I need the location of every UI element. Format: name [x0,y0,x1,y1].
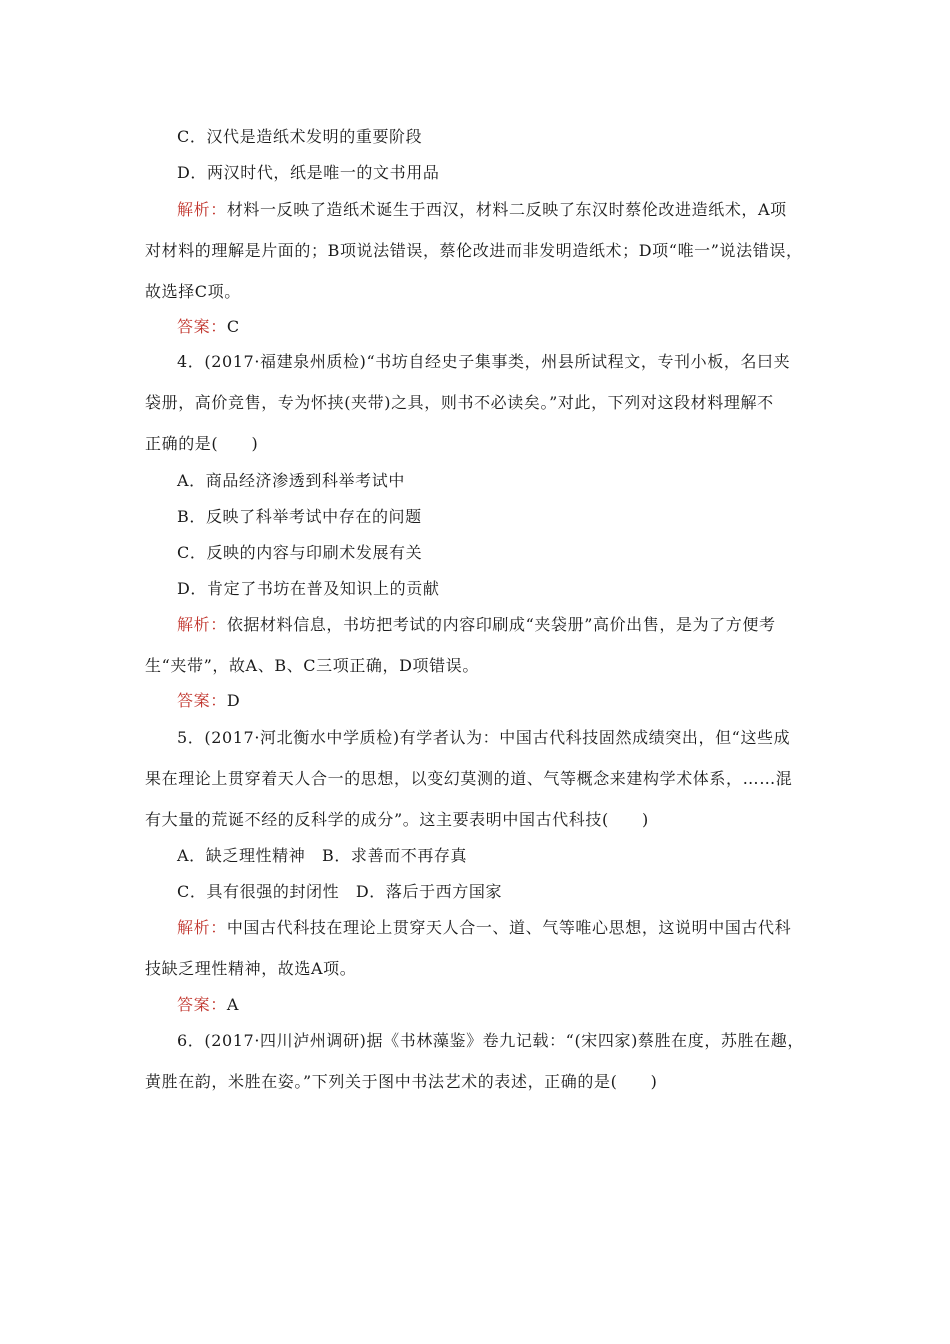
q4-option-c: C．反映的内容与印刷术发展有关 [177,543,423,562]
q4-analysis-line-1 [177,614,776,636]
q4-answer-label: 答案： [177,691,227,710]
q5-analysis-line-1 [177,917,791,939]
q6-stem-line-1: 6．(2017·四川泸州调研)据《书林藻鉴》卷九记载：“(宋四家)蔡胜在度，苏胜在趣， [177,1031,804,1050]
q5-analysis-text: 中国古代科技在理论上贯穿天人合一、道、气等唯心思想，这说明中国古代科 [226,918,792,937]
q5-stem-line-3: 有大量的荒诞不经的反科学的成分”。这主要表明中国古代科技( ) [145,810,649,829]
q3-option-d: D．两汉时代，纸是唯一的文书用品 [177,163,440,182]
q4-analysis-text: 依据材料信息，书坊把考试的内容印刷成“夹袋册”高价出售，是为了方便考 [226,615,776,634]
q4-option-b: B．反映了科举考试中存在的问题 [177,507,422,526]
q5-stem-line-1: 5．(2017·河北衡水中学质检)有学者认为：中国古代科技固然成绩突出，但“这些成 [177,728,791,747]
q4-analysis-label: 解析： [177,615,227,634]
q3-answer-label: 答案： [177,317,227,336]
q4-answer [177,690,240,712]
q4-option-d: D．肯定了书坊在普及知识上的贡献 [177,579,440,598]
q5-answer [177,994,239,1016]
q5-analysis-label: 解析： [177,918,227,937]
q5-answer-label: 答案： [177,995,227,1014]
q3-analysis-line-2: 对材料的理解是片面的；B项说法错误，蔡伦改进而非发明造纸术；D项“唯一”说法错误， [145,241,803,260]
q4-option-a: A．商品经济渗透到科举考试中 [177,471,405,490]
q3-analysis-text: 材料一反映了造纸术诞生于西汉，材料二反映了东汉时蔡伦改进造纸术，A项 [226,200,787,219]
q3-answer [177,316,240,338]
q5-analysis-line-2: 技缺乏理性精神，故选A项。 [145,959,357,978]
q3-answer-value: C [226,317,240,336]
q4-answer-value: D [226,691,241,710]
q3-analysis-line-1 [177,199,787,221]
q5-answer-value: A [226,995,239,1014]
q4-stem-line-1: 4．(2017·福建泉州质检)“书坊自经史子集事类，州县所试程文，专刊小板，名曰夹 [177,352,791,371]
q3-analysis-line-3: 故选择C项。 [145,282,241,301]
q4-stem-line-3: 正确的是( ) [145,434,259,453]
q5-stem-line-2: 果在理论上贯穿着天人合一的思想，以变幻莫测的道、气等概念来建构学术体系，……混 [145,769,793,788]
q5-options-cd: C．具有很强的封闭性 D．落后于西方国家 [177,882,503,901]
q4-stem-line-2: 袋册，高价竞售，专为怀挟(夹带)之具，则书不必读矣。”对此，下列对这段材料理解不 [145,393,774,412]
q5-options-ab: A．缺乏理性精神 B．求善而不再存真 [177,846,468,865]
q4-analysis-line-2: 生“夹带”，故A、B、C三项正确，D项错误。 [145,656,479,675]
q3-option-c: C．汉代是造纸术发明的重要阶段 [177,127,423,146]
q3-analysis-label: 解析： [177,200,227,219]
q6-stem-line-2: 黄胜在韵，米胜在姿。”下列关于图中书法艺术的表述，正确的是( ) [145,1072,658,1091]
